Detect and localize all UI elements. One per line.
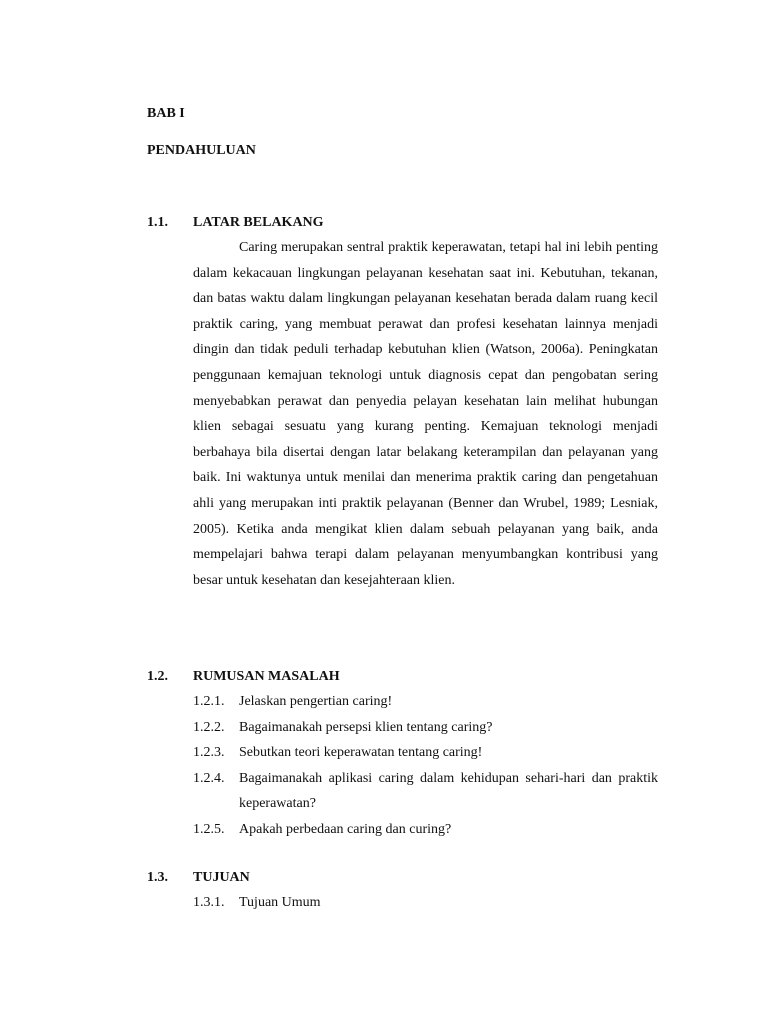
section-number: 1.2. <box>147 669 168 684</box>
objective-list <box>193 890 658 916</box>
section-number: 1.1. <box>147 215 168 230</box>
list-item <box>193 817 658 843</box>
section-title: RUMUSAN MASALAH <box>193 669 340 684</box>
list-item-number: 1.2.5. <box>193 821 225 837</box>
list-item <box>193 715 658 741</box>
list-item-text: Bagaimanakah aplikasi caring dalam kehidupan sehari-hari dan praktik keperawatan? <box>239 770 658 811</box>
list-item-number: 1.2.1. <box>193 694 225 709</box>
list-item-text: Apakah perbedaan caring dan curing? <box>239 821 452 837</box>
section-title: TUJUAN <box>193 870 250 885</box>
body-paragraph: Caring merupakan sentral praktik keperawatan, tetapi hal ini lebih penting dalam kekacauan lingkungan pelayanan kesehatan saat ini. Kebutuhan, tekanan, dan batas waktu dalam lingkungan pelayanan kesehatan berada dalam ruang kecil praktik caring, yang membuat perawat dan profesi kesehatan lainnya menjadi dingin dan tidak peduli terhadap kebutuhan klien (Watson, 2006a). Peningkatan penggunaan kemajuan teknologi untuk diagnosis cepat dan pengobatan sering menyebabkan perawat dan penyedia pelayan kesehatan lain melihat hubungan klien sebagai sesuatu yang kurang penting. Kemajuan teknologi menjadi berbahaya bila disertai dengan latar belakang keterampilan dan pelayanan yang baik. Ini waktunya untuk menilai dan menerima praktik caring dan pengetahuan ahli yang merupakan inti praktik pelayanan (Benner dan Wrubel, 1989; Lesniak, 2005). Ketika anda mengikat klien dalam sebuah pelayanan yang baik, anda mempelajari bahwa terapi dalam pelayanan menyumbangkan kontribusi yang besar untuk kesehatan dan kesejahteraan klien. <box>193 240 658 588</box>
list-item-text: Jelaskan pengertian caring! <box>239 694 393 709</box>
chapter-title: PENDAHULUAN <box>147 143 256 158</box>
list-item-text: Sebutkan teori keperawatan tentang caring! <box>239 745 483 760</box>
chapter-label: BAB I <box>147 106 185 121</box>
section-title: LATAR BELAKANG <box>193 215 324 230</box>
list-item-number: 1.3.1. <box>193 895 225 910</box>
list-item-number: 1.2.2. <box>193 719 225 735</box>
section-number: 1.3. <box>147 870 168 885</box>
list-item <box>193 890 658 916</box>
list-item <box>193 766 658 817</box>
list-item-number: 1.2.3. <box>193 745 225 760</box>
list-item-number: 1.2.4. <box>193 770 225 786</box>
problem-list <box>193 689 658 842</box>
list-item-text: Tujuan Umum <box>239 895 321 910</box>
list-item <box>193 740 658 766</box>
list-item <box>193 689 658 715</box>
list-item-text: Bagaimanakah persepsi klien tentang caring? <box>239 719 493 735</box>
